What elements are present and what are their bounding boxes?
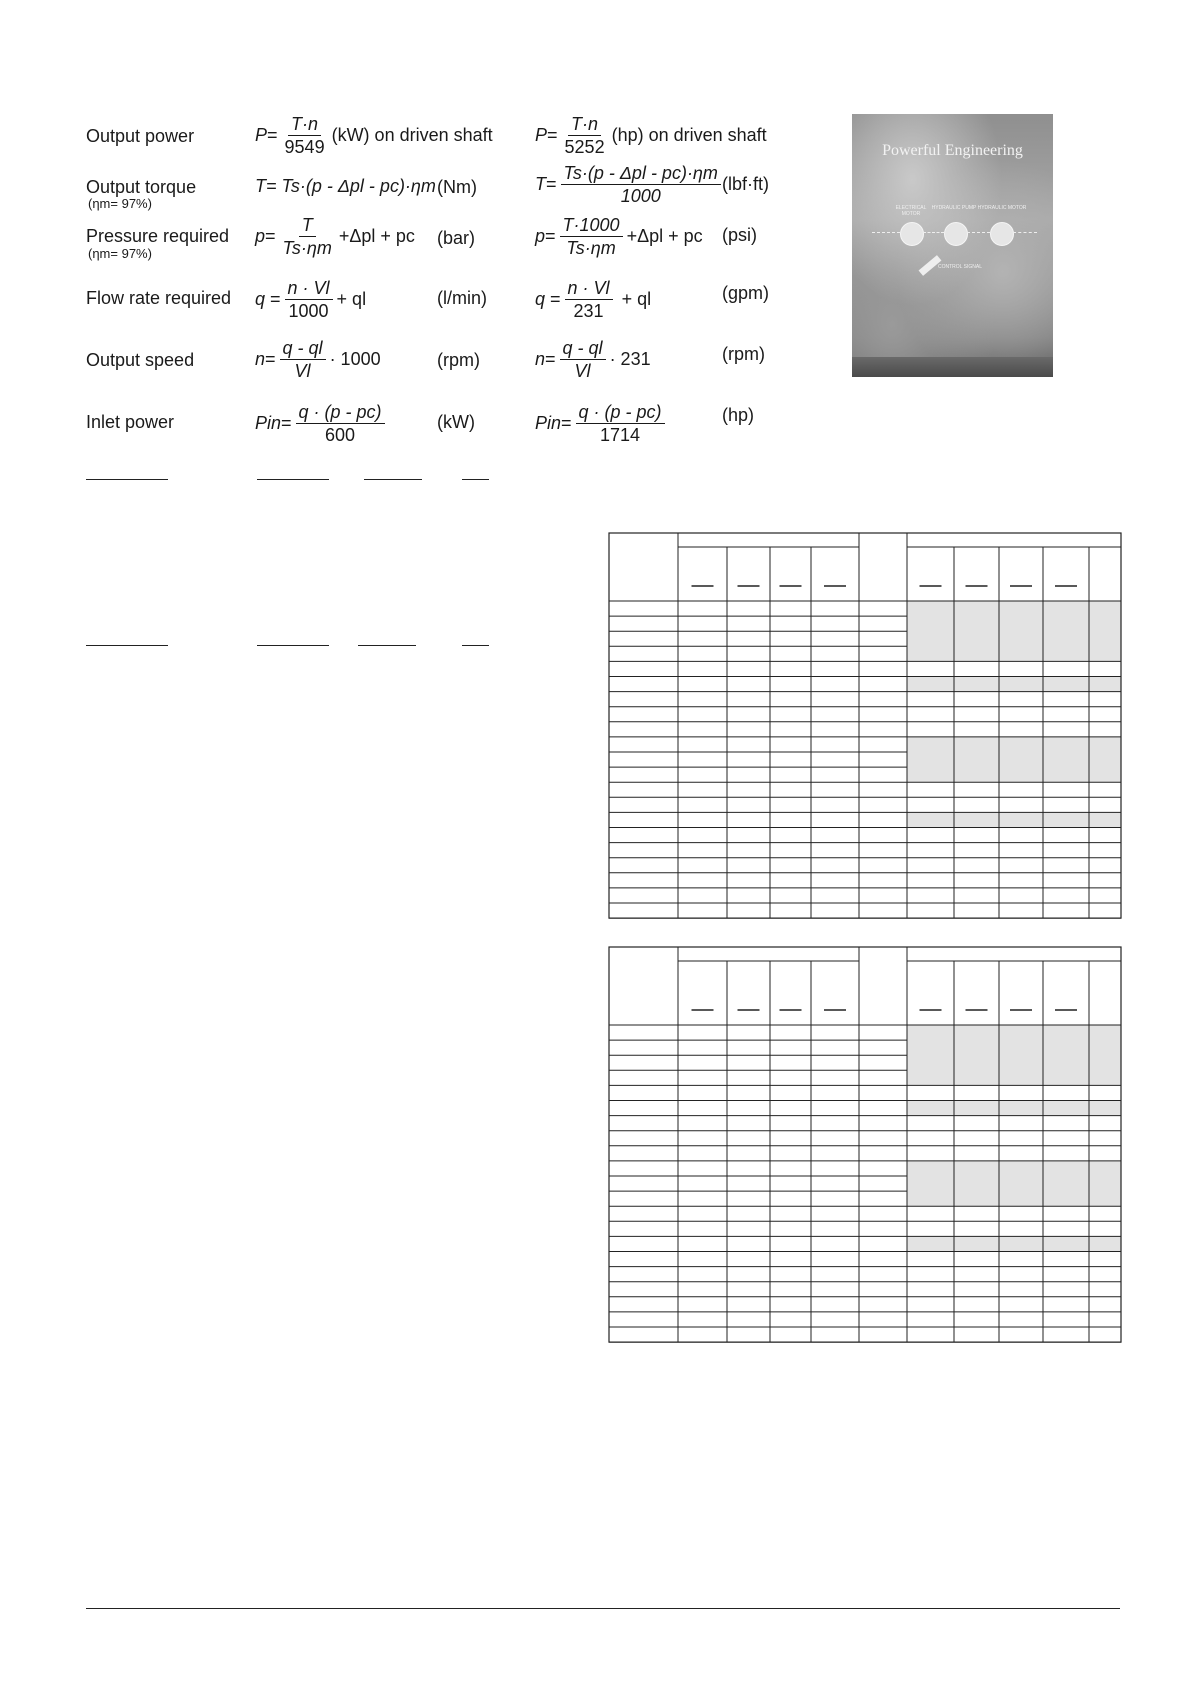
unit-inlet-power-metric: (kW) (437, 412, 475, 432)
unit-flow-imperial: (gpm) (722, 283, 770, 303)
rule (257, 479, 329, 480)
rule (86, 645, 168, 646)
note-efficiency-2: (ηm= 97%) (88, 246, 152, 261)
formula-output-power-metric: P = $\frac{T\cdot n}{9549}$ (kW) on driven shaft (255, 114, 493, 157)
data-table-2 (609, 947, 1123, 1347)
formula-speed-metric: n = $\frac{q - ql}{Vl}$ · 1000 (255, 338, 381, 381)
caption-control-signal: CONTROL SIGNAL (938, 264, 982, 270)
cover-image (852, 114, 1053, 377)
label-output-speed: Output speed (86, 350, 195, 370)
unit-pressure-metric: (bar) (437, 228, 476, 248)
shaft-line (1013, 232, 1037, 233)
image-title: Powerful Engineering (882, 142, 1023, 159)
caption-hydraulic-motor: HYDRAULIC MOTOR (977, 205, 1027, 211)
shaft-line (967, 232, 990, 233)
shaft-line (923, 232, 944, 233)
table-border (609, 533, 1121, 918)
label-output-power: Output power (86, 126, 195, 146)
unit-speed-imperial: (rpm) (722, 344, 765, 364)
formula-pressure-metric: p = $\frac{T}{Ts\cdot\eta m}$ +Δpl + pc (255, 215, 415, 258)
table-border (609, 947, 1121, 1342)
rule (257, 645, 329, 646)
label-pressure-required: Pressure required (86, 226, 230, 246)
unit-inlet-power-imperial: (hp) (722, 405, 755, 425)
unit-output-power-metric: (kW) on driven shaft (331, 125, 493, 145)
unit-output-torque-metric: (Nm) (437, 177, 477, 197)
formula-flow-imperial: q = $\frac{n \cdot Vl}{231}$ + ql (535, 278, 652, 321)
unit-flow-metric: (l/min) (437, 288, 487, 308)
rule (86, 479, 168, 480)
electrical-motor-icon (900, 222, 924, 246)
formula-output-power-imperial: P = $\frac{T\cdot n}{5252}$ (hp) on driven shaft (535, 114, 767, 157)
unit-speed-metric: (rpm) (437, 350, 480, 370)
label-inlet-power: Inlet power (86, 412, 175, 432)
rule (462, 479, 489, 480)
hydraulic-pump-icon (944, 222, 968, 246)
formula-output-torque-imperial: T = $\frac{\text{Ts·(p - Δpl - pc)·ηm}}{1000}$ (535, 163, 725, 206)
rule (358, 645, 416, 646)
label-flow-rate-required: Flow rate required (86, 288, 232, 308)
caption-electrical-motor: ELECTRICAL MOTOR (895, 205, 927, 217)
image-floor (852, 357, 1053, 377)
formula-inlet-power-imperial: Pin = $\frac{q \cdot (p - pc)}{1714}$ (535, 402, 669, 445)
label-output-torque: Output torque (86, 177, 197, 197)
unit-output-power-imperial: (hp) on driven shaft (611, 125, 767, 145)
formula-inlet-power-metric: Pin = $\frac{q \cdot (p - pc)}{600}$ (255, 402, 389, 445)
hydraulic-motor-icon (990, 222, 1014, 246)
caption-hydraulic-pump: HYDRAULIC PUMP (931, 205, 977, 211)
formula-flow-metric: q = $\frac{n \cdot Vl}{1000}$ + ql (255, 278, 367, 321)
formula-pressure-imperial: p = $\frac{T\cdot 1000}{Ts\cdot\eta m}$ +Δpl + pc (535, 215, 703, 258)
footer-rule (86, 1608, 1120, 1609)
note-efficiency-1: (ηm= 97%) (88, 196, 152, 211)
unit-pressure-imperial: (psi) (722, 225, 757, 245)
unit-output-torque-imperial: (lbf·ft) (722, 174, 769, 194)
rule (364, 479, 422, 480)
rule (462, 645, 489, 646)
formula-speed-imperial: n = $\frac{q - ql}{Vl}$ · 231 (535, 338, 651, 381)
data-table-1 (609, 533, 1123, 920)
shaft-line (872, 232, 900, 233)
formula-output-torque-metric: T= Ts·(p - Δpl - pc)·ηm (255, 176, 436, 196)
